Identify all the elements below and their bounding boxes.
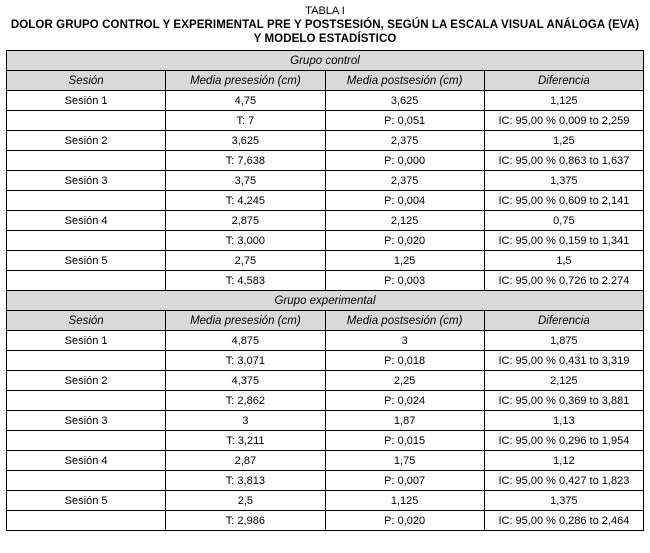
table-row [7, 91, 644, 111]
table-cell: P: 0,000 [325, 151, 484, 171]
table-cell: 2,75 [166, 251, 325, 271]
spacer-cell [7, 391, 166, 411]
table-cell: 0,75 [484, 211, 643, 231]
table-cell: IC: 95,00 % 0,159 to 1,341 [484, 231, 643, 251]
spacer-cell [7, 431, 166, 451]
session-label-cell: Sesión 1 [7, 91, 166, 111]
table-cell: 3 [166, 411, 325, 431]
table-cell: 3,75 [166, 171, 325, 191]
column-header-row [7, 71, 644, 91]
session-label-cell: Sesión 1 [7, 331, 166, 351]
table-cell: P: 0,024 [325, 391, 484, 411]
table-cell: IC: 95,00 % 0,609 to 2,141 [484, 191, 643, 211]
session-label-cell: Sesión 4 [7, 211, 166, 231]
table-cell: 4,875 [166, 331, 325, 351]
session-label-cell: Sesión 2 [7, 131, 166, 151]
table-cell: 3 [325, 331, 484, 351]
table-row [7, 371, 644, 391]
table-row [7, 471, 644, 491]
table-row [7, 411, 644, 431]
table-cell: IC: 95,00 % 0,863 to 1,637 [484, 151, 643, 171]
group-header-row [7, 51, 644, 71]
table-cell: P: 0,018 [325, 351, 484, 371]
table-cell: 1,13 [484, 411, 643, 431]
column-header: Sesión [7, 71, 166, 91]
spacer-cell [7, 151, 166, 171]
table-cell: 2,25 [325, 371, 484, 391]
group-name: Grupo control [7, 51, 644, 71]
table-row [7, 111, 644, 131]
table-row [7, 431, 644, 451]
results-table [6, 50, 644, 531]
table-cell: 1,25 [484, 131, 643, 151]
table-row [7, 191, 644, 211]
table-cell: 4,375 [166, 371, 325, 391]
table-cell: P: 0,020 [325, 231, 484, 251]
table-cell: 1,375 [484, 491, 643, 511]
table-cell: T: 3,211 [166, 431, 325, 451]
column-header: Sesión [7, 311, 166, 331]
table-cell: T: 3,071 [166, 351, 325, 371]
table-row [7, 331, 644, 351]
table-row [7, 251, 644, 271]
column-header: Media postsesión (cm) [325, 71, 484, 91]
table-cell: P: 0,020 [325, 511, 484, 531]
table-row [7, 131, 644, 151]
table-cell: IC: 95,00 % 0,286 to 2,464 [484, 511, 643, 531]
session-label-cell: Sesión 3 [7, 411, 166, 431]
table-cell: IC: 95,00 % 0,009 to 2,259 [484, 111, 643, 131]
table-cell: 3,625 [166, 131, 325, 151]
spacer-cell [7, 191, 166, 211]
table-cell: 2,125 [325, 211, 484, 231]
table-row [7, 271, 644, 291]
table-row [7, 491, 644, 511]
table-cell: T: 3,000 [166, 231, 325, 251]
table-cell: 2,375 [325, 171, 484, 191]
table-cell: P: 0,007 [325, 471, 484, 491]
session-label-cell: Sesión 5 [7, 491, 166, 511]
session-label-cell: Sesión 3 [7, 171, 166, 191]
table-cell: T: 7 [166, 111, 325, 131]
table-row [7, 511, 644, 531]
table-cell: P: 0,015 [325, 431, 484, 451]
table-cell: P: 0,003 [325, 271, 484, 291]
table-cell: 4,75 [166, 91, 325, 111]
table-row [7, 211, 644, 231]
table-row [7, 171, 644, 191]
table-row [7, 391, 644, 411]
table-cell: IC: 95,00 % 0,427 to 1,823 [484, 471, 643, 491]
group-name: Grupo experimental [7, 291, 644, 311]
table-row [7, 351, 644, 371]
session-label-cell: Sesión 4 [7, 451, 166, 471]
spacer-cell [7, 271, 166, 291]
table-cell: T: 2,862 [166, 391, 325, 411]
table-cell: T: 3,813 [166, 471, 325, 491]
table-cell: 1,87 [325, 411, 484, 431]
column-header: Media presesión (cm) [166, 71, 325, 91]
table-cell: 2,875 [166, 211, 325, 231]
table-cell: 2,375 [325, 131, 484, 151]
column-header: Diferencia [484, 71, 643, 91]
table-cell: 1,375 [484, 171, 643, 191]
spacer-cell [7, 511, 166, 531]
table-cell: 1,25 [325, 251, 484, 271]
table-cell: P: 0,051 [325, 111, 484, 131]
table-cell: 1,12 [484, 451, 643, 471]
table-cell: 1,125 [325, 491, 484, 511]
table-cell: T: 2,986 [166, 511, 325, 531]
table-cell: 1,75 [325, 451, 484, 471]
session-label-cell: Sesión 2 [7, 371, 166, 391]
table-row [7, 151, 644, 171]
table-cell: IC: 95,00 % 0,369 to 3,881 [484, 391, 643, 411]
table-row [7, 451, 644, 471]
table-title: DOLOR GRUPO CONTROL Y EXPERIMENTAL PRE Y POSTSESIÓN, SEGÚN LA ESCALA VISUAL ANÁLOGA (EVA) Y MODELO ESTADÍSTICO [10, 19, 640, 45]
table-cell: T: 7,638 [166, 151, 325, 171]
group-header-row [7, 291, 644, 311]
table-cell: T: 4,583 [166, 271, 325, 291]
column-header: Diferencia [484, 311, 643, 331]
table-cell: 1,125 [484, 91, 643, 111]
table-cell: IC: 95,00 % 0,431 to 3,319 [484, 351, 643, 371]
session-label-cell: Sesión 5 [7, 251, 166, 271]
table-cell: P: 0,004 [325, 191, 484, 211]
table-number: TABLA I [305, 5, 345, 17]
column-header: Media presesión (cm) [166, 311, 325, 331]
table-row [7, 231, 644, 251]
table-cell: 1,875 [484, 331, 643, 351]
table-cell: 2,87 [166, 451, 325, 471]
table-cell: 2,5 [166, 491, 325, 511]
spacer-cell [7, 351, 166, 371]
table-caption [6, 4, 644, 46]
table-cell: IC: 95,00 % 0,296 to 1,954 [484, 431, 643, 451]
table-cell: T: 4,245 [166, 191, 325, 211]
spacer-cell [7, 471, 166, 491]
table-cell: 3,625 [325, 91, 484, 111]
column-header: Media postsesión (cm) [325, 311, 484, 331]
table-cell: IC: 95,00 % 0,726 to 2.274 [484, 271, 643, 291]
spacer-cell [7, 231, 166, 251]
spacer-cell [7, 111, 166, 131]
column-header-row [7, 311, 644, 331]
table-cell: 2,125 [484, 371, 643, 391]
table-cell: 1,5 [484, 251, 643, 271]
